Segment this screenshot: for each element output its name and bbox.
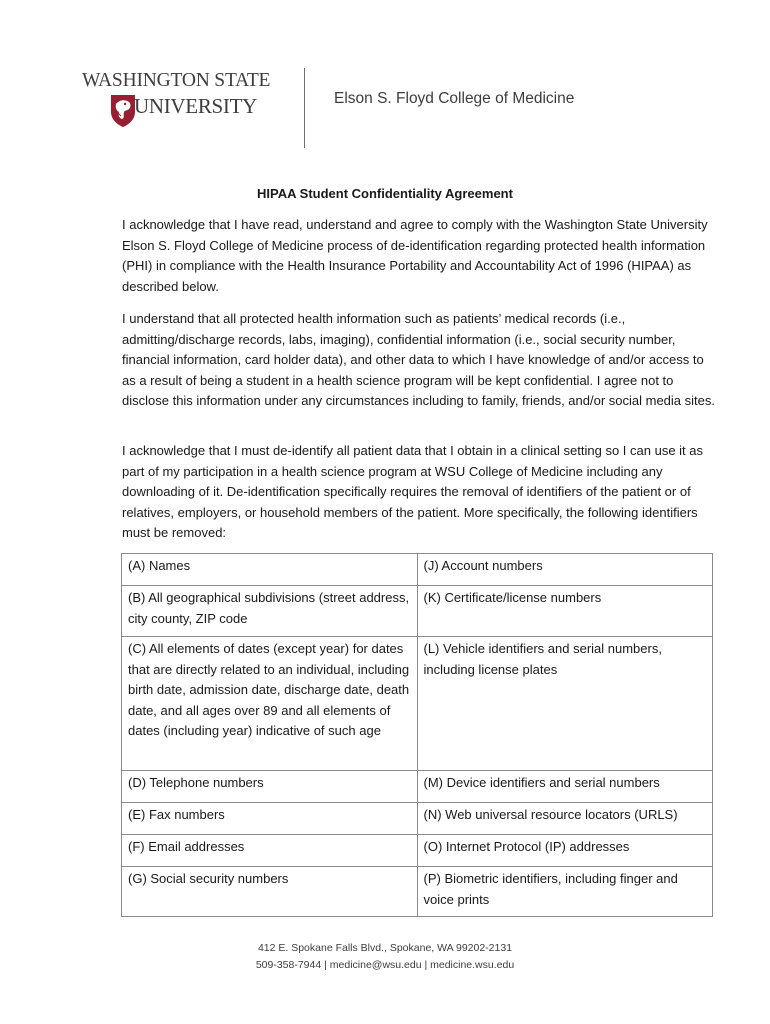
wsu-logo [80,66,285,146]
table-cell: (G) Social security numbers [122,867,418,917]
table-cell: (P) Biometric identifiers, including finger and voice prints [417,867,713,917]
table-row [122,554,713,586]
paragraph-deidentification: I acknowledge that I must de-identify all patient data that I obtain in a clinical setting so I can use it as part of my participation in a health science program at WSU College of Medicine including any downloading of it. De-identification specifically requires the removal of identifiers of the patient or of relatives, employers, or household members of the patient. More specifically, the following identifiers must be removed: [122,443,704,541]
table-cell: (J) Account numbers [417,554,713,586]
table-row [122,867,713,917]
table-row [122,637,713,771]
paragraph-acknowledgement: I acknowledge that I have read, understand and agree to comply with the Washington State University Elson S. Floyd College of Medicine process of de-identification regarding protected health information (PHI) in compliance with the Health Insurance Portability and Accountability Act of 1996 (HIPAA) as described below. [122,217,708,294]
table-cell: (L) Vehicle identifiers and serial numbers, including license plates [417,637,713,771]
table-cell: (F) Email addresses [122,835,418,867]
table-cell: (D) Telephone numbers [122,771,418,803]
table-row [122,771,713,803]
header-divider [304,68,305,148]
table-cell: (A) Names [122,554,418,586]
table-cell: (E) Fax numbers [122,803,418,835]
table-cell: (C) All elements of dates (except year) for dates that are directly related to an individual, including birth date, admission date, discharge date, death date, and all ages over 89 and all elements of dates (including year) indicative of such age [122,637,418,771]
cougar-shield-icon [110,94,136,128]
page-footer [0,940,770,974]
identifiers-table [121,553,713,917]
letterhead [80,66,700,150]
document-title: HIPAA Student Confidentiality Agreement [257,186,513,201]
logo-text-line2: UNIVERSITY [134,94,257,118]
logo-text-line1: WASHINGTON STATE [82,70,271,91]
footer-address: 412 E. Spokane Falls Blvd., Spokane, WA 99202-2131 [257,942,513,954]
table-cell: (M) Device identifiers and serial numbers [417,771,713,803]
table-cell: (B) All geographical subdivisions (street address, city county, ZIP code [122,586,418,637]
table-row [122,835,713,867]
table-cell: (K) Certificate/license numbers [417,586,713,637]
table-cell: (N) Web universal resource locators (URLS) [417,803,713,835]
table-cell: (O) Internet Protocol (IP) addresses [417,835,713,867]
table-row [122,803,713,835]
college-name: Elson S. Floyd College of Medicine [334,90,575,107]
table-row [122,586,713,637]
paragraph-confidentiality: I understand that all protected health information such as patients’ medical records (i.e., admitting/discharge records, labs, imaging), confidential information (i.e., social security number, financial information, card holder data), and other data to which I have knowledge of and/or access to as a result of being a student in a health science program will be kept confidential. I agree not to disclose this information under any circumstances including to family, friends, and/or social media sites. [122,311,715,409]
footer-contact: 509-358-7944 | medicine@wsu.edu | medicine.wsu.edu [255,959,515,971]
